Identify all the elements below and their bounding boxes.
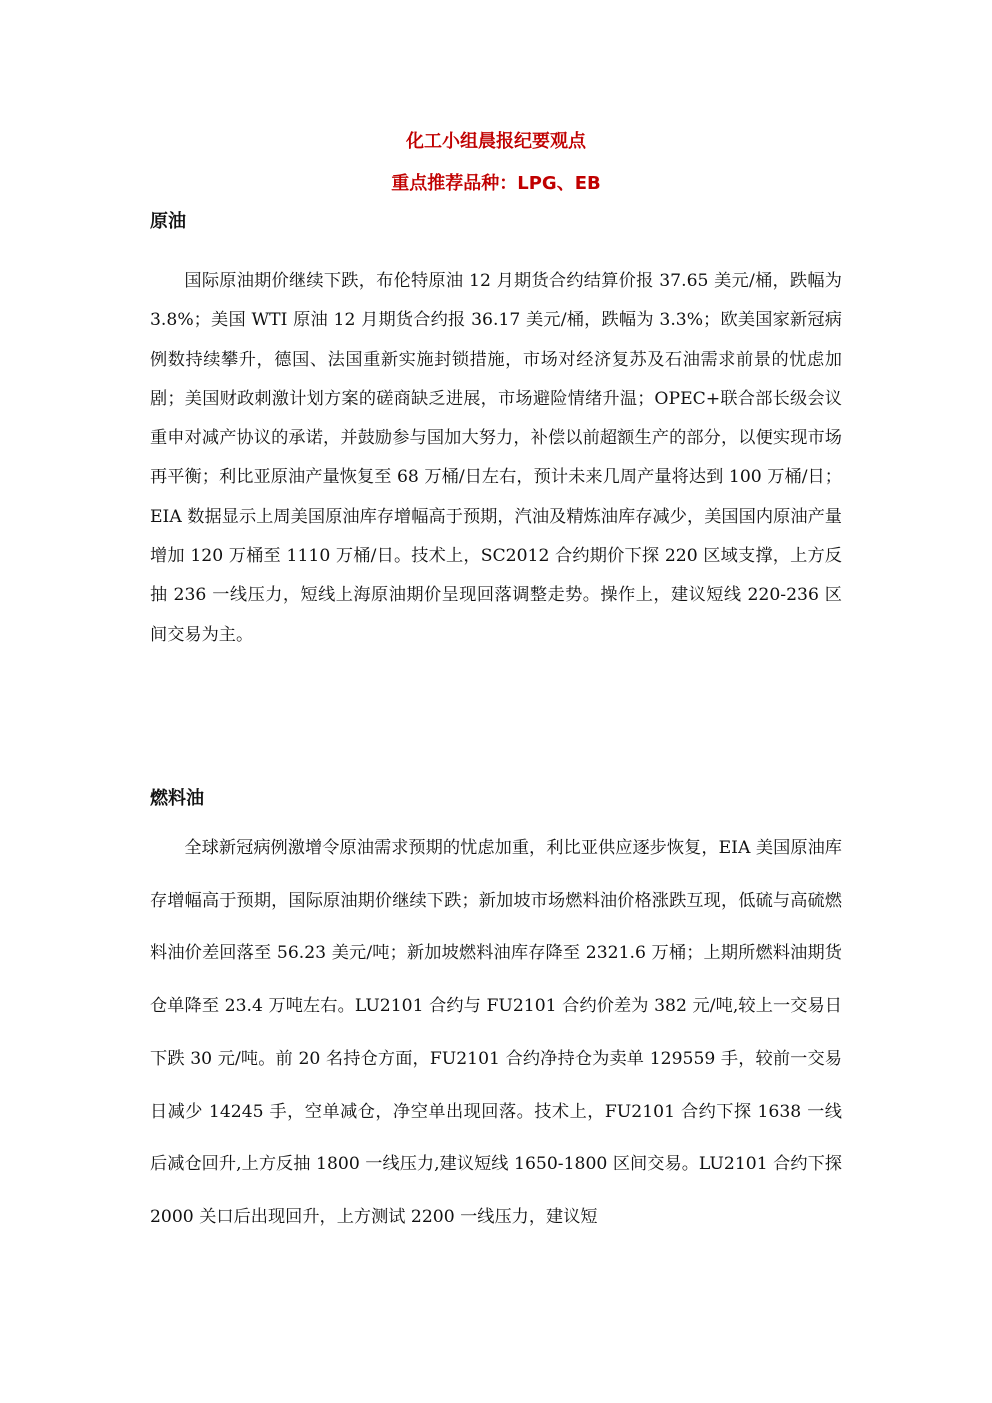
report-title: 化工小组晨报纪要观点 bbox=[406, 131, 586, 152]
section-body-crude-oil: 国际原油期价继续下跌，布伦特原油 12 月期货合约结算价报 37.65 美元/桶，跌幅为 3.8%；美国 WTI 原油 12 月期货合约报 36.17 美元/桶，跌幅为 3.3%；欧美国家新冠病例数持续攀升，德国、法国重新实施封锁措施，市场对经济复苏及石油需求前景的忧虑加剧；美国财政刺激计划方案的磋商缺乏进展，市场避险情绪升温；OPEC+联合部长级会议重申对减产协议的承诺，并鼓励参与国加大努力，补偿以前超额生产的部分，以便实现市场再平衡；利比亚原油产量恢复至 68 万桶/日左右，预计未来几周产量将达到 100 万桶/日；EIA 数据显示上周美国原油库存增幅高于预期，汽油及精炼油库存减少，美国国内原油产量增加 120 万桶至 1110 万桶/日。技术上，SC2012 合约期价下探 220 区域支撑，上方反抽 236 一线压力，短线上海原油期价呈现回落调整走势。操作上，建议短线 220-236 区间交易为主。 bbox=[150, 271, 842, 645]
section-body-fuel-oil: 全球新冠病例激增令原油需求预期的忧虑加重，利比亚供应逐步恢复，EIA 美国原油库存增幅高于预期，国际原油期价继续下跌；新加坡市场燃料油价格涨跌互现，低硫与高硫燃料油价差回落至 56.23 美元/吨；新加坡燃料油库存降至 2321.6 万桶；上期所燃料油期货仓单降至 23.4 万吨左右。LU2101 合约与 FU2101 合约价差为 382 元/吨,较上一交易日下跌 30 元/吨。前 20 名持仓方面，FU2101 合约净持仓为卖单 129559 手，较前一交易日减少 14245 手，空单减仓，净空单出现回落。技术上，FU2101 合约下探 1638 一线后减仓回升,上方反抽 1800 一线压力,建议短线 1650-1800 区间交易。LU2101 合约下探 2000 关口后出现回升，上方测试 2200 一线压力，建议短 bbox=[150, 838, 842, 1227]
section-heading-crude-oil: 原油 bbox=[150, 211, 186, 232]
section-heading-fuel-oil: 燃料油 bbox=[150, 788, 204, 809]
recommended-products: 重点推荐品种：LPG、EB bbox=[391, 173, 601, 194]
